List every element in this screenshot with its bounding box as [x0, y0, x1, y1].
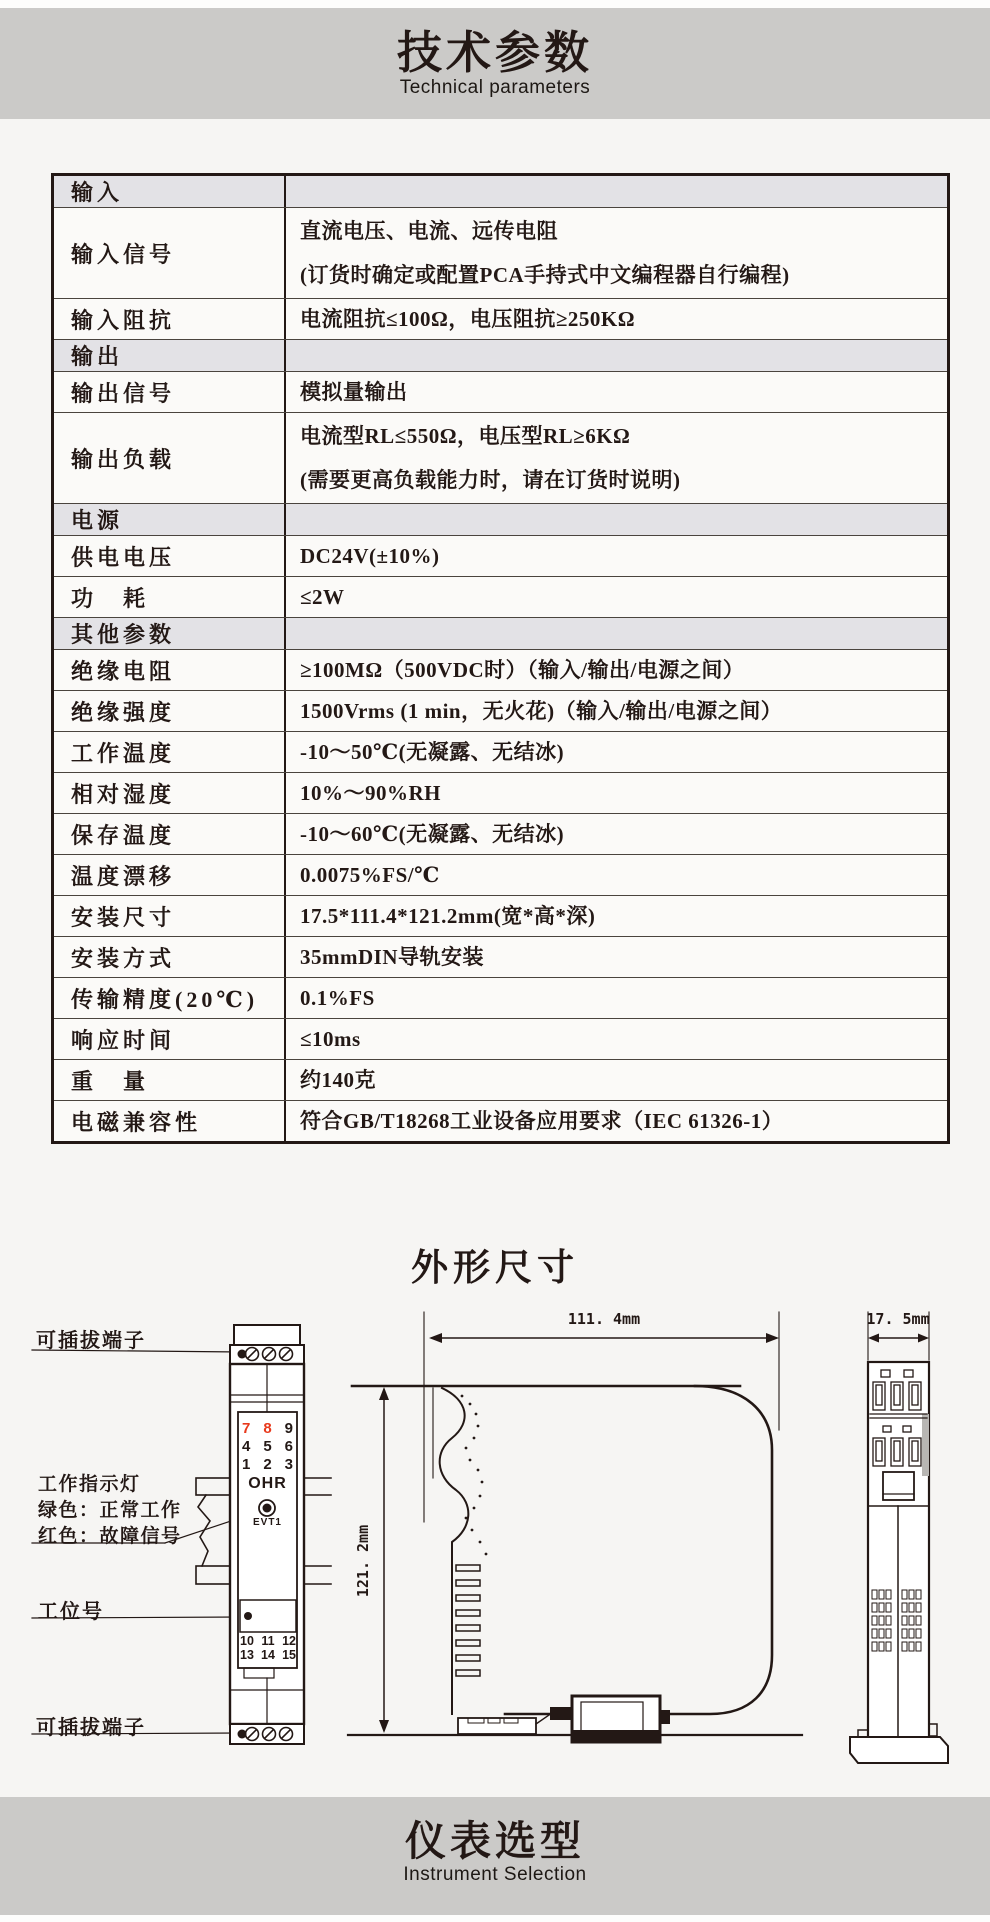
table-row [54, 895, 947, 936]
param-value: -10～60℃(无凝露、无结冰) [300, 822, 565, 846]
param-value-cell [286, 691, 947, 731]
param-value-line: (订货时确定或配置PCA手持式中文编程器自行编程) [300, 263, 790, 287]
table-row [54, 535, 947, 576]
param-value: 10%～90%RH [300, 781, 441, 805]
param-label: 保存温度 [54, 814, 286, 854]
param-label: 输入信号 [54, 208, 286, 298]
dimension-width: 111. 4mm [567, 1310, 641, 1328]
param-label: 其他参数 [54, 618, 286, 649]
table-row [54, 813, 947, 854]
param-value: 符合GB/T18268工业设备应用要求（IEC 61326-1） [300, 1109, 784, 1133]
table-row [54, 936, 947, 977]
terminal-digit: 11 [261, 1634, 275, 1648]
param-label: 温度漂移 [54, 855, 286, 895]
terminal-digit: 12 [282, 1634, 296, 1648]
param-label: 绝缘强度 [54, 691, 286, 731]
terminal-digit: 7 [242, 1420, 251, 1437]
param-label: 绝缘电阻 [54, 650, 286, 690]
callout-indicator [38, 1472, 182, 1550]
terminal-digit: 1 [242, 1456, 251, 1473]
footer-subtitle: Instrument Selection [403, 1864, 587, 1885]
spec-table [51, 173, 950, 1144]
terminal-digit: 10 [240, 1634, 254, 1648]
footer-band [0, 1797, 990, 1915]
terminal-digits-top [239, 1420, 296, 1474]
param-label: 电磁兼容性 [54, 1101, 286, 1141]
param-label: 重 量 [54, 1060, 286, 1100]
param-value-cell [286, 855, 947, 895]
param-label: 输出 [54, 340, 286, 371]
param-value-cell [286, 618, 947, 649]
param-value: 17.5*111.4*121.2mm(宽*高*深) [300, 904, 596, 928]
table-row [54, 1100, 947, 1141]
callout-indicator-line1: 工作指示灯 [38, 1474, 141, 1495]
table-row [54, 1018, 947, 1059]
param-value-cell [286, 650, 947, 690]
param-value: ≤10ms [300, 1027, 361, 1051]
param-value: 0.1%FS [300, 986, 375, 1010]
table-row [54, 649, 947, 690]
table-row [54, 977, 947, 1018]
param-label: 电源 [54, 504, 286, 535]
table-row [54, 854, 947, 895]
terminal-digit: 15 [282, 1648, 296, 1662]
callout-tag-number: 工位号 [38, 1601, 104, 1623]
page-subtitle: Technical parameters [399, 77, 591, 98]
callout-bottom-terminal: 可插拔端子 [36, 1717, 146, 1739]
table-row [54, 772, 947, 813]
table-row [54, 617, 947, 649]
param-value: 0.0075%FS/℃ [300, 863, 440, 887]
param-label: 传输精度(20℃) [54, 978, 286, 1018]
param-label: 输入 [54, 176, 286, 207]
terminal-digit: 3 [284, 1456, 293, 1473]
table-row [54, 576, 947, 617]
table-row [54, 731, 947, 772]
table-row [54, 412, 947, 503]
param-value: -10～50℃(无凝露、无结冰) [300, 740, 565, 764]
callout-indicator-line2: 绿色：正常工作 [38, 1500, 182, 1521]
param-label: 响应时间 [54, 1019, 286, 1059]
param-value-cell [286, 504, 947, 535]
table-row [54, 176, 947, 207]
param-value-cell [286, 413, 947, 503]
terminal-digits-bottom [240, 1634, 296, 1662]
page-title: 技术参数 [396, 27, 593, 78]
param-value-cell [286, 577, 947, 617]
dimensions-diagram [0, 1300, 990, 1780]
terminal-digit: 2 [263, 1456, 272, 1473]
param-value-cell [286, 208, 947, 298]
param-label: 输入阻抗 [54, 299, 286, 339]
param-label: 输出负载 [54, 413, 286, 503]
param-value: 1500Vrms (1 min，无火花)（输入/输出/电源之间） [300, 699, 783, 723]
header-band [0, 8, 990, 119]
table-row [54, 339, 947, 371]
param-label: 相对湿度 [54, 773, 286, 813]
param-value-cell [286, 299, 947, 339]
param-label: 输出信号 [54, 372, 286, 412]
terminal-digit: 5 [263, 1438, 272, 1455]
terminal-digit-row [239, 1420, 296, 1438]
table-row [54, 371, 947, 412]
callout-indicator-line3: 红色：故障信号 [38, 1526, 182, 1547]
param-label: 工作温度 [54, 732, 286, 772]
end-view-drawing [850, 1312, 948, 1763]
param-value: ≤2W [300, 585, 345, 609]
param-value: 约140克 [300, 1068, 376, 1092]
param-label: 安装方式 [54, 937, 286, 977]
table-row [54, 207, 947, 298]
terminal-digit-row [239, 1438, 296, 1456]
param-value-cell [286, 176, 947, 207]
param-label: 供电电压 [54, 536, 286, 576]
table-row [54, 1059, 947, 1100]
param-value: 模拟量输出 [300, 380, 408, 404]
param-value-line: 直流电压、电流、远传电阻 [300, 219, 558, 243]
table-row [54, 503, 947, 535]
dimensions-title: 外形尺寸 [411, 1247, 579, 1288]
param-value-cell [286, 937, 947, 977]
param-label: 安装尺寸 [54, 896, 286, 936]
terminal-digit: 14 [261, 1648, 275, 1662]
dimension-depth: 17. 5mm [866, 1310, 930, 1328]
param-value-cell [286, 1019, 947, 1059]
callout-top-terminal: 可插拔端子 [36, 1330, 146, 1352]
led-label: EVT1 [252, 1517, 282, 1528]
terminal-digit: 4 [242, 1438, 251, 1455]
param-value: ≥100MΩ（500VDC时）（输入/输出/电源之间） [300, 658, 745, 682]
param-value-line: (需要更高负载能力时，请在订货时说明) [300, 468, 681, 492]
dimension-height: 121. 2mm [354, 1524, 372, 1598]
terminal-digit-row [240, 1634, 296, 1648]
table-row [54, 690, 947, 731]
terminal-digit: 6 [284, 1438, 293, 1455]
param-value: 35mmDIN导轨安装 [300, 945, 484, 969]
param-value-cell [286, 536, 947, 576]
brand-logo: OHR [248, 1475, 287, 1492]
param-value-cell [286, 896, 947, 936]
terminal-digit-row [240, 1648, 296, 1662]
side-view-drawing [348, 1312, 802, 1742]
param-value: DC24V(±10%) [300, 544, 440, 568]
terminal-digit: 8 [263, 1420, 272, 1437]
front-view-drawing [230, 1325, 304, 1744]
param-label: 功 耗 [54, 577, 286, 617]
param-value-cell [286, 978, 947, 1018]
param-value-cell [286, 814, 947, 854]
param-value-cell [286, 773, 947, 813]
param-value-cell [286, 1101, 947, 1141]
param-value-cell [286, 1060, 947, 1100]
param-value: 电流阻抗≤100Ω，电压阻抗≥250KΩ [300, 307, 636, 331]
table-row [54, 298, 947, 339]
param-value-cell [286, 372, 947, 412]
footer-title: 仪表选型 [405, 1818, 585, 1864]
param-value-line: 电流型RL≤550Ω，电压型RL≥6KΩ [300, 424, 631, 448]
terminal-digit-row [239, 1456, 296, 1474]
param-value-cell [286, 340, 947, 371]
param-value-cell [286, 732, 947, 772]
terminal-digit: 9 [284, 1420, 293, 1437]
terminal-digit: 13 [240, 1648, 254, 1662]
